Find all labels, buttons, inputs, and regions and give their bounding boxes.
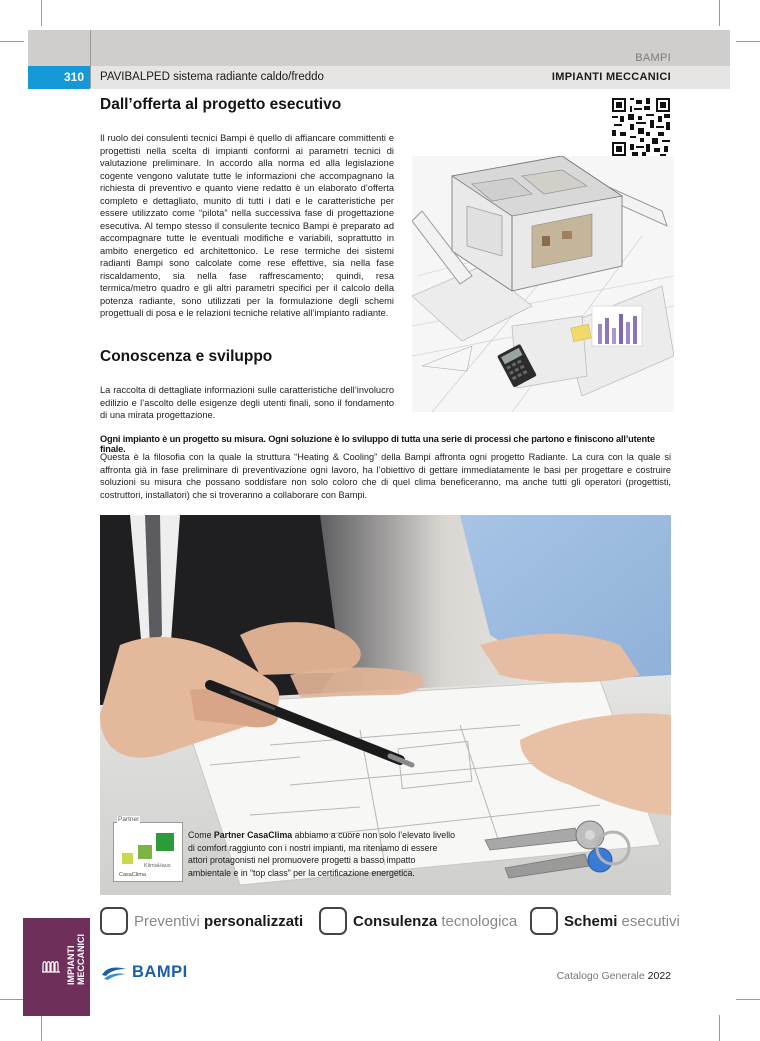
architectural-model-image <box>412 156 674 412</box>
bampi-swoosh-icon <box>100 964 128 982</box>
bampi-logo <box>100 963 188 982</box>
partner-text-rest: abbiamo a cuore non solo l’elevato livello di comfort raggiunto con i nostri impianti, ma riteniamo di essere attori protagonisti nel promuovere progetti a basso impatto ambientale e in “top class” per la certificazione energetica. <box>188 830 455 878</box>
checkbox-icon <box>530 907 558 935</box>
crop-mark <box>736 41 760 42</box>
header-brand: BAMPI <box>635 52 671 64</box>
crop-mark <box>736 999 760 1000</box>
crop-mark <box>41 1015 42 1041</box>
footer-catalog <box>557 970 671 982</box>
highlight-statement: Ogni impianto è un progetto su misura. Ogni soluzione è lo sviluppo di tutta una serie di processi che partono e finiscono all’utente finale. <box>100 434 655 454</box>
feature-consulenza <box>319 906 517 936</box>
section-heading: Dall’offerta al progetto esecutivo <box>100 96 342 113</box>
feature-label <box>564 913 680 930</box>
crop-mark <box>719 0 720 26</box>
side-tab-line1: IMPIANTI <box>66 945 76 985</box>
casaclima-label: CasaClima <box>119 872 146 878</box>
page-number: 310 <box>28 66 90 89</box>
feature-preventivi <box>100 906 303 936</box>
header-title: PAVIBALPED sistema radiante caldo/freddo <box>100 71 324 83</box>
partner-description <box>188 829 458 879</box>
crop-mark <box>719 1015 720 1041</box>
partner-text-prefix: Come <box>188 830 214 840</box>
qr-code-icon <box>612 98 670 156</box>
footer-label: Catalogo Generale <box>556 970 645 982</box>
checkbox-icon <box>100 907 128 935</box>
feature-label-light: tecnologica <box>441 912 518 930</box>
section-body: La raccolta di dettagliate informazioni sulle caratteristiche dell’involucro edilizio e l’ascolto delle esigenze degli utenti finali, sono il fondamento di una mirata progettazione. <box>100 385 394 420</box>
side-tab-line2: MECCANICI <box>76 934 86 985</box>
radiator-icon <box>41 958 61 974</box>
feature-label-bold: Consulenza <box>353 912 438 930</box>
feature-label-light: esecutivi <box>621 912 680 930</box>
partner-text-bold: Partner CasaClima <box>213 830 293 840</box>
klimahaus-label: KlimaHaus <box>144 863 171 869</box>
feature-label-bold: Schemi <box>564 912 618 930</box>
crop-mark <box>0 999 24 1000</box>
feature-schemi <box>530 906 680 936</box>
section-heading: Conoscenza e sviluppo <box>100 348 273 365</box>
header-divider <box>90 30 91 88</box>
feature-label-bold: personalizzati <box>204 912 304 930</box>
crop-mark <box>41 0 42 26</box>
partner-label: Partner <box>118 816 140 823</box>
casaclima-partner-logo <box>113 816 183 882</box>
feature-label <box>353 913 517 930</box>
feature-label-light: Preventivi <box>134 912 200 930</box>
header-section: IMPIANTI MECCANICI <box>551 71 671 83</box>
philosophy-paragraph: Questa è la filosofia con la quale la struttura “Heating & Cooling” della Bampi affronta ogni progetto Radiante. La cura con la quale si affronta già in fase preliminare di preventivazione ogni lavoro, ha l’obiettivo di gettare immediatamente le basi per progettare e costruire soluzioni su misura che possano soddisfare non solo coloro che di quel clima beneficeranno, ma anche tutti gli operatori (progettisti, costruttori, installatori) che si troveranno a collaborare con Bampi. <box>100 452 671 500</box>
checkbox-icon <box>319 907 347 935</box>
footer-year: 2022 <box>647 970 671 982</box>
section-body: Il ruolo dei consulenti tecnici Bampi è quello di affiancare committenti e progettisti nella scelta di impianti conformi ai parametri tecnici di valutazione preliminare. In accordo alla norma ed alla legislazione cogente vengono valutate tutte le informazioni che accompagnano la richiesta di preventivo e quanto viene redatto è un elaborato d’offerta completo e dettagliato, munito di tutti i dati e le caratteristiche per essere utilizzato come “pilota” nella successiva fase di progettazione esecutiva. Al tempo stesso il consulente tecnico Bampi è preparato ad accompagnare tutte le eventuali modifiche e variabili, soprattutto in ambito energetico ed architettonico. Le rese termiche dei sistemi radianti Bampi sono calcolate come rese effettive, sia nella fase riscaldamento, sia nella fase raffrescamento; quindi, resa termica/metro quadro e gli altri parametri specifici per il calcolo della potenza radiante, sono utilizzati per la formulazione degli schemi progettuali di posa e le relazioni tecniche relative all’impianto radiante. <box>100 133 394 318</box>
crop-mark <box>0 41 24 42</box>
feature-label <box>134 913 303 930</box>
top-band <box>28 30 730 66</box>
side-tab-label <box>66 934 86 985</box>
logo-text: BAMPI <box>132 963 188 981</box>
